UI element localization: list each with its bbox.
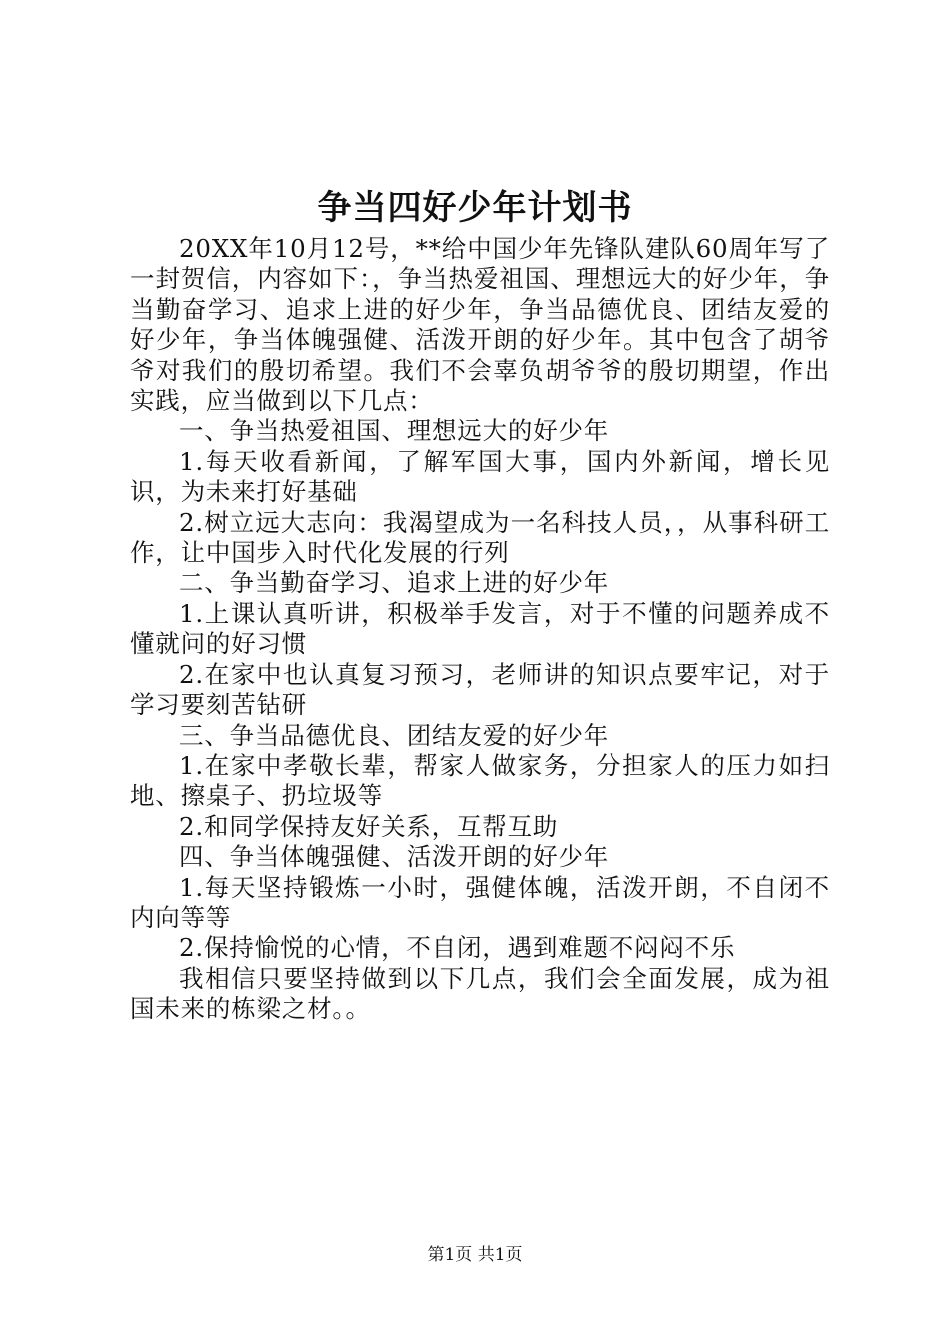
list-item: 1.每天收看新闻，了解军国大事，国内外新闻，增长见识，为未来打好基础 xyxy=(130,446,830,507)
list-item: 2.保持愉悦的心情，不自闭，遇到难题不闷闷不乐 xyxy=(179,933,736,963)
section-heading-2: 二、争当勤奋学习、追求上进的好少年 xyxy=(179,568,610,598)
list-item: 2.和同学保持友好关系，互帮互助 xyxy=(179,811,559,841)
section-heading-3: 三、争当品德优良、团结友爱的好少年 xyxy=(179,720,610,750)
section-heading-4: 四、争当体魄强健、活泼开朗的好少年 xyxy=(179,842,610,872)
list-item: 1.在家中孝敬长辈，帮家人做家务，分担家人的压力如扫地、擦桌子、扔垃圾等 xyxy=(130,750,830,811)
paragraph-conclusion: 我相信只要坚持做到以下几点，我们会全面发展，成为祖国未来的栋梁之材。。 xyxy=(130,963,830,1024)
document-title: 争当四好少年计划书 xyxy=(317,188,633,228)
list-item: 1.上课认真听讲，积极举手发言，对于不懂的问题养成不懂就问的好习惯 xyxy=(130,598,830,659)
paragraph-intro: 20XX年10月12号，**给中国少年先锋队建队60周年写了一封贺信，内容如下：，争当热爱祖国、理想远大的好少年，争当勤奋学习、追求上进的好少年，争当品德优良、团结友爱的好少年，争当体魄强健、活泼开朗的好少年。其中包含了胡爷爷对我们的殷切希望。我们不会辜负胡爷爷的殷切期望，作出实践，应当做到以下几点： xyxy=(130,234,830,416)
list-item: 2.树立远大志向：我渴望成为一名科技人员，，从事科研工作，让中国步入时代化发展的行列 xyxy=(130,507,830,568)
list-item: 1.每天坚持锻炼一小时，强健体魄，活泼开朗，不自闭不内向等等 xyxy=(130,872,830,932)
page-footer: 第1页 共1页 xyxy=(427,1245,523,1265)
document-body xyxy=(130,234,830,1025)
list-item: 2.在家中也认真复习预习，老师讲的知识点要牢记，对于学习要刻苦钻研 xyxy=(130,659,830,720)
section-heading-1: 一、争当热爱祖国、理想远大的好少年 xyxy=(179,416,610,446)
